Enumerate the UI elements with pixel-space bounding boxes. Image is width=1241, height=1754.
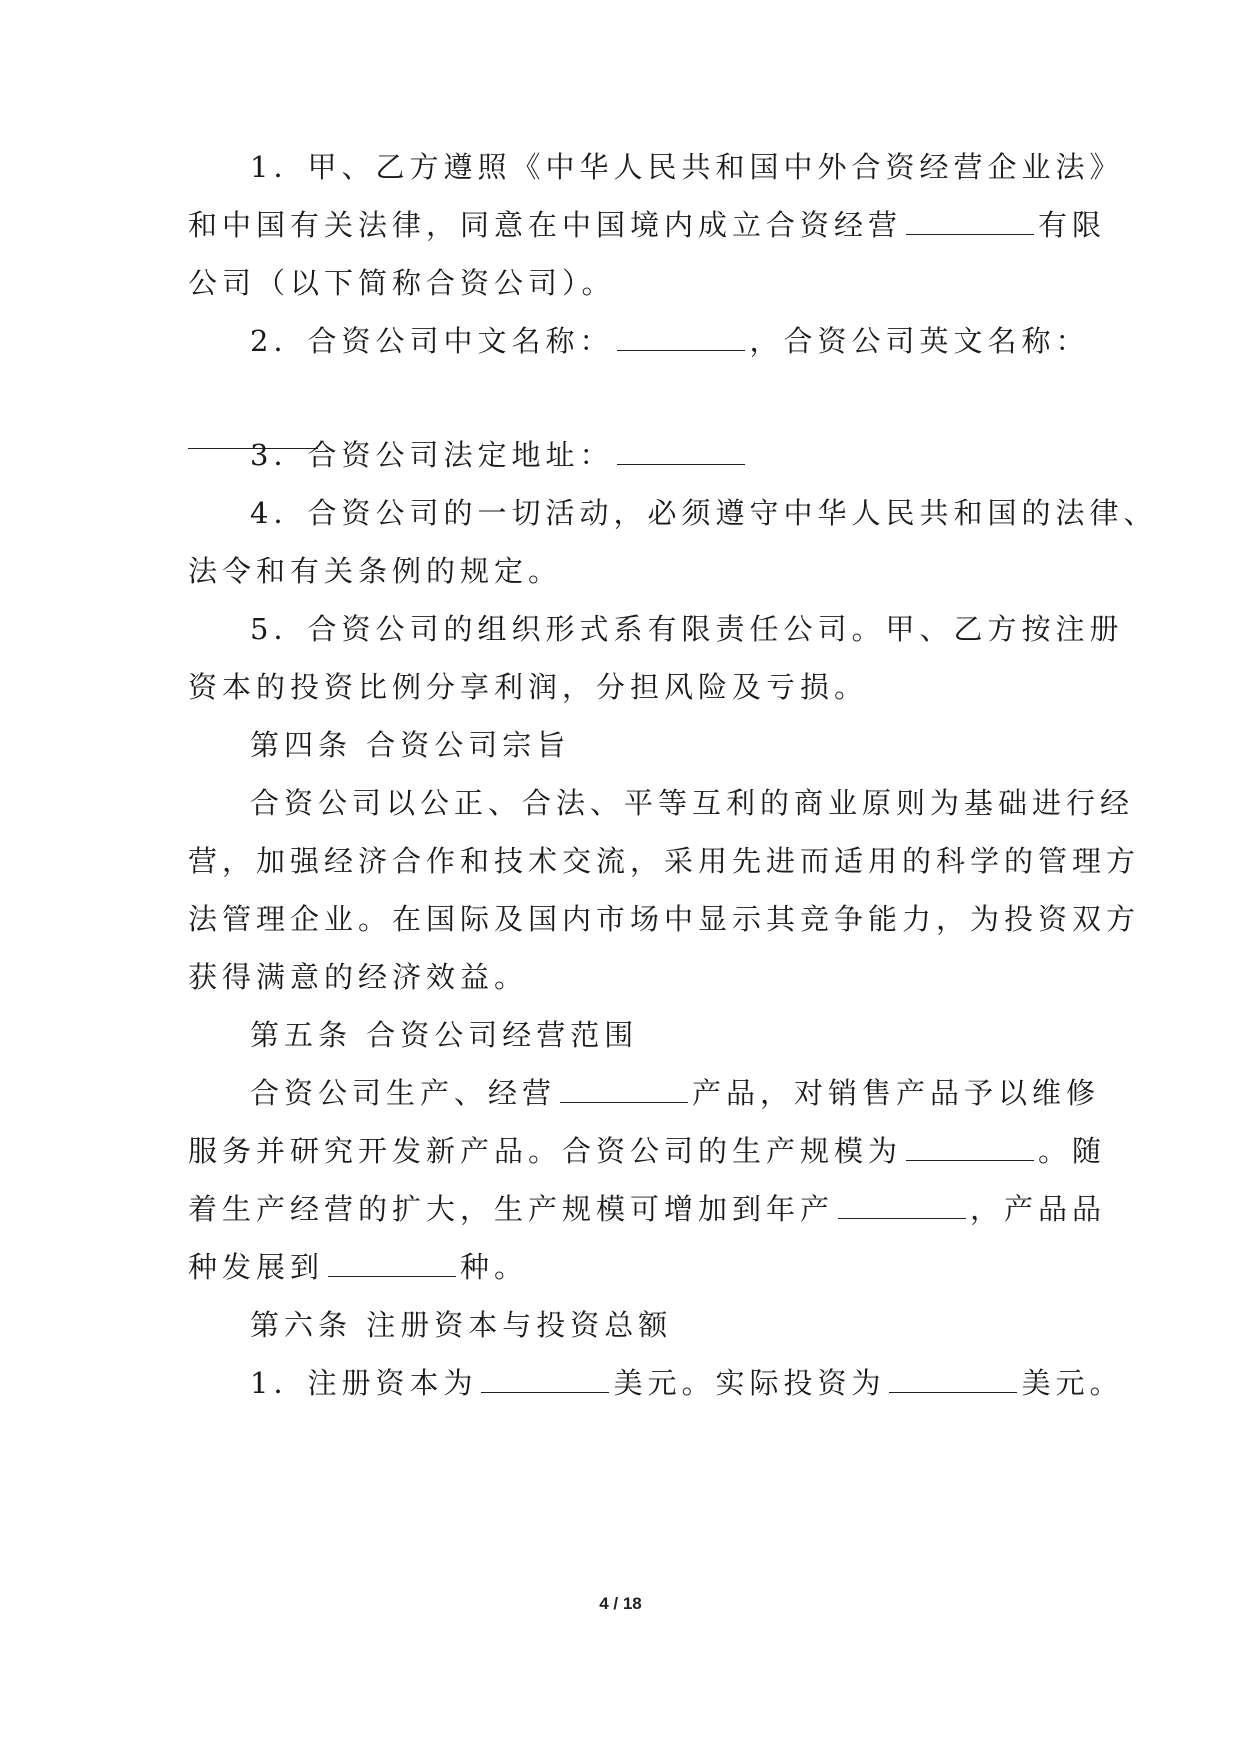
article-5-heading: 第五条 合资公司经营范围 [250,1018,639,1052]
clause-5-line-2: 资本的投资比例分享利润，分担风险及亏损。 [188,670,869,704]
clause-3-line: 3．合资公司法定地址： [250,435,1150,475]
fill-blank [481,1364,609,1393]
fill-blank [617,322,745,351]
page-number: 4 / 18 [599,1594,642,1613]
article-4-line-1: 合资公司以公正、合法、平等互利的商业原则为基础进行经 [250,786,1135,820]
clause-4-line-1: 4．合资公司的一切活动，必须遵守中华人民共和国的法律、 [250,496,1158,530]
article-6-heading: 第六条 注册资本与投资总额 [250,1308,673,1342]
article-5-line-3: 着生产经营的扩大，生产规模可增加到年产 ，产品品 [188,1192,1107,1226]
article-6-line-1: 1．注册资本为 美元。实际投资为 美元。 [250,1366,1124,1400]
clause-2-line-1: 2．合资公司中文名称： ，合资公司英文名称： [250,324,1090,358]
article-4-line-2: 营，加强经济合作和技术交流，采用先进而适用的科学的管理方 [188,844,1141,878]
fill-blank [560,1074,688,1103]
clause-1-line-2: 和中国有关法律，同意在中国境内成立合资经营 有限 [188,208,1107,242]
clause-1-line-3: 公司（以下简称合资公司）。 [188,266,616,300]
fill-blank [328,1248,456,1277]
clause-4-line-2: 法令和有关条例的规定。 [188,554,563,588]
article-4-line-4: 获得满意的经济效益。 [188,960,529,994]
article-5-line-4: 种发展到 种。 [188,1250,529,1284]
fill-blank [906,1132,1034,1161]
fill-blank [617,436,745,465]
article-4-heading: 第四条 合资公司宗旨 [250,728,571,762]
fill-blank [906,206,1034,235]
fill-blank [889,1364,1017,1393]
article-5-line-2: 服务并研究开发新产品。合资公司的生产规模为 。随 [188,1134,1107,1168]
article-5-line-1: 合资公司生产、经营 产品，对销售产品予以维修 [250,1076,1101,1110]
clause-5-line-1: 5．合资公司的组织形式系有限责任公司。甲、乙方按注册 [250,612,1124,646]
article-4-line-3: 法管理企业。在国际及国内市场中显示其竞争能力，为投资双方 [188,902,1141,936]
fill-blank [838,1190,966,1219]
clause-1-line-1: 1．甲、乙方遵照《中华人民共和国中外合资经营企业法》 [250,150,1124,184]
